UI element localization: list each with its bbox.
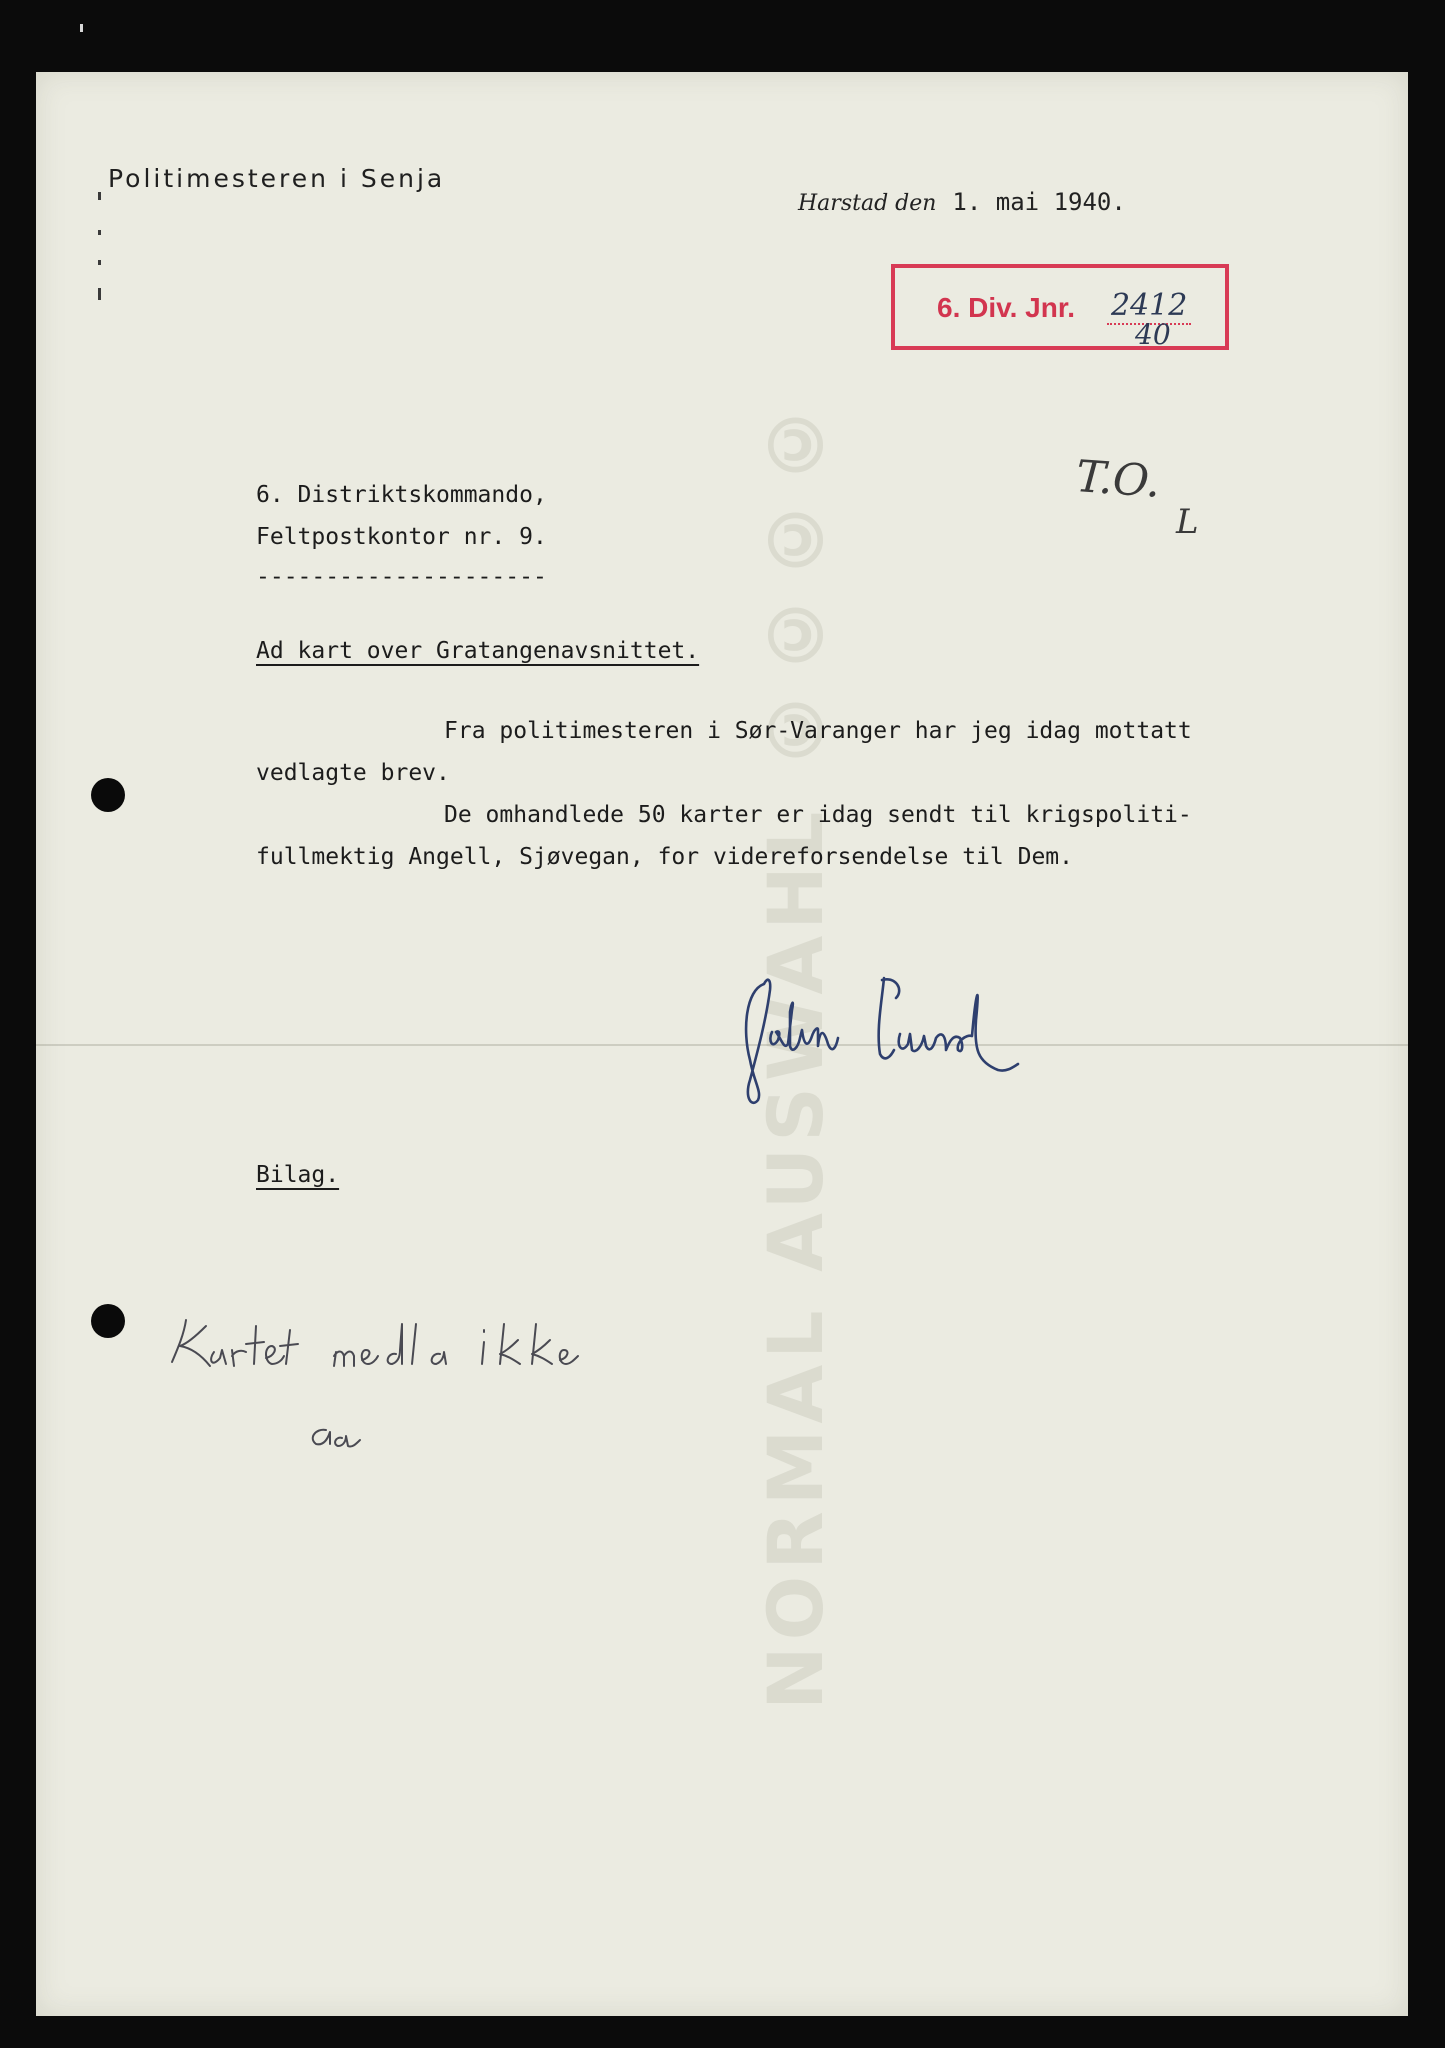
body-line-1: Fra politimesteren i Sør-Varanger har jeg idag mottatt — [444, 718, 1192, 744]
body-line-4: fullmektig Angell, Sjøvegan, for videreforsendelse til Dem. — [256, 844, 1073, 870]
stamp-label: 6. Div. Jnr. — [937, 292, 1075, 323]
registration-stamp — [891, 264, 1229, 350]
place-date-line — [798, 188, 1126, 216]
scan-speck — [80, 24, 83, 32]
pencil-to-mark: T.O. — [1074, 451, 1163, 508]
letter-date: 1. mai 1940. — [952, 188, 1126, 216]
recipient-line-2: Feltpostkontor nr. 9. — [256, 524, 547, 550]
pencil-initial: L — [1176, 502, 1199, 542]
body-line-3: De omhandlede 50 karter er idag sendt til krigspoliti- — [444, 802, 1192, 828]
place-label: Harstad den — [798, 191, 937, 216]
paper-watermark: NORMAL AUSWAHL ©©©© — [751, 393, 840, 1711]
punch-hole-top — [91, 778, 125, 812]
recipient-line-1: 6. Distriktskommando, — [256, 482, 547, 508]
stamp-year: 40 — [1135, 318, 1171, 351]
punch-hole-bottom — [91, 1304, 125, 1338]
enclosure-label: Bilag. — [256, 1162, 340, 1188]
handwritten-note — [166, 1300, 686, 1460]
letter-page — [36, 72, 1408, 2016]
body-line-2: vedlagte brev. — [256, 760, 450, 786]
signature — [736, 950, 1036, 1110]
subject-line: Ad kart over Gratangenavsnittet. — [256, 638, 700, 664]
fold-line — [36, 1044, 1408, 1046]
edge-marks — [98, 192, 104, 302]
recipient-rule: --------------------- — [256, 564, 547, 590]
stamp-number: 2412 — [1107, 288, 1191, 325]
letterhead: Politimesteren i Senja — [108, 164, 446, 193]
